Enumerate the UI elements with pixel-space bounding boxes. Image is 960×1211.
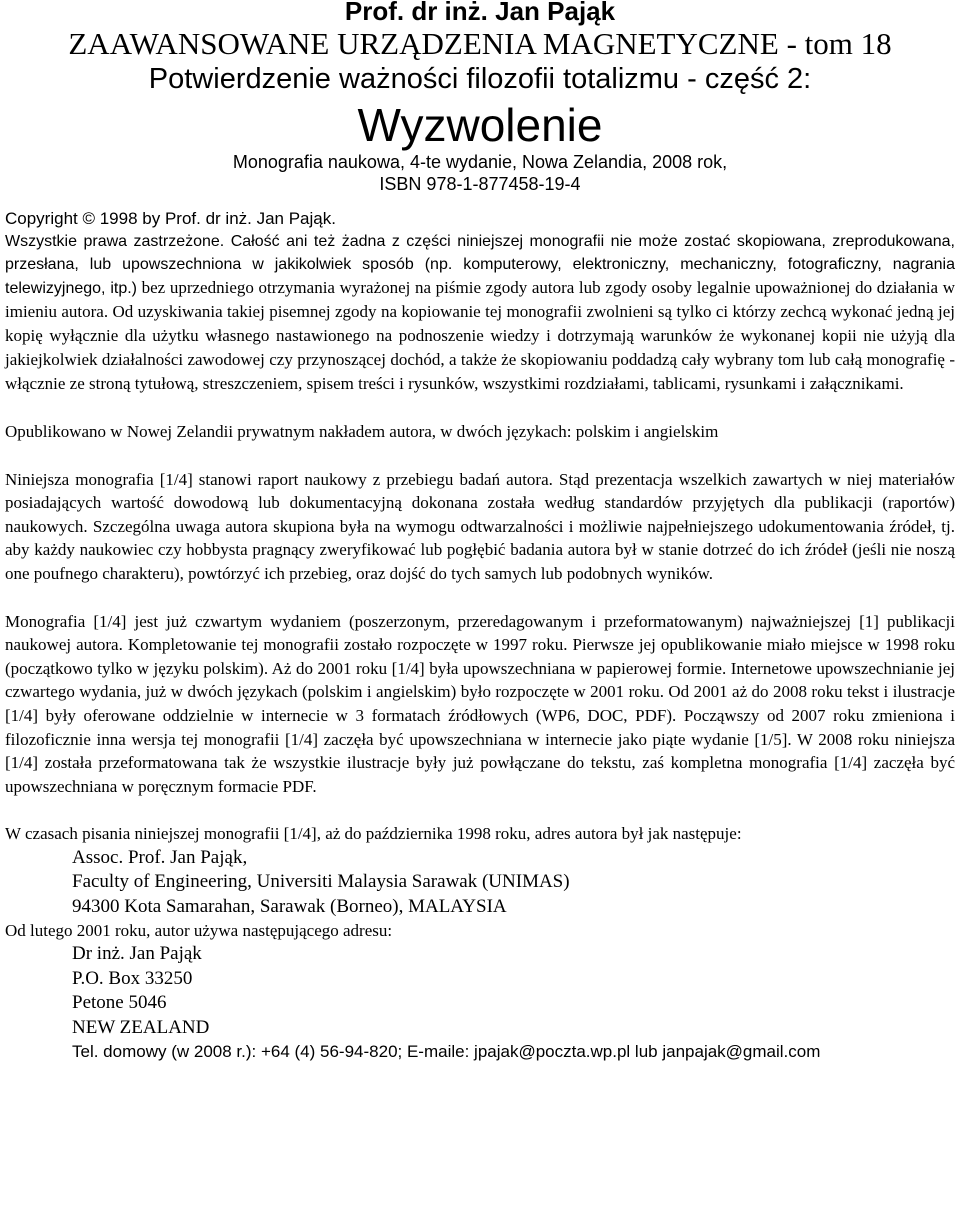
new-address-intro: Od lutego 2001 roku, autor używa następującego adresu: (5, 921, 393, 941)
rights-paragraph (5, 230, 955, 396)
isbn: ISBN 978-1-877458-19-4 (379, 174, 581, 194)
main-title: Wyzwolenie (357, 99, 603, 151)
published-paragraph: Opublikowano w Nowej Zelandii prywatnym nakładem autora, w dwóch językach: polskim i angielskim (5, 422, 719, 441)
old-address-line: Assoc. Prof. Jan Pająk, (72, 846, 248, 868)
author-line: Prof. dr inż. Jan Pająk (344, 0, 616, 26)
new-address-line: NEW ZEALAND (72, 1016, 210, 1038)
new-address-line: Dr inż. Jan Pająk (72, 943, 202, 965)
rights-text-serif: bez uprzedniego otrzymania wyrażonej na piśmie zgody autora lub zgody osoby legalnie upoważnionej do działania w imieniu autora. Od uzyskiwania takiej pisemnej zgody na kopiowanie tej monografii zwolnieni są tylko ci którzy zechcą wykonać jedną jej kopię wyłącznie dla użytku własnego nastawionego na podnoszenie wiedzy i dotrzymają warunków że wykonanej kopii nie użyją dla jakiejkolwiek działalności zawodowej czy przynoszącej dochód, a także że skopiowaniu poddadzą cały wybrany tom lub całą monografię - włącznie ze stroną tytułową, streszczeniem, spisem treści i rysunków, wszystkimi rozdziałami, tablicami, rysunkami i załącznikami. (5, 278, 955, 393)
series-title: ZAAWANSOWANE URZĄDZENIA MAGNETYCZNE - tom 18 (68, 26, 892, 61)
new-address-line: Petone 5046 (72, 992, 167, 1014)
edition-paragraph: Monografia [1/4] jest już czwartym wydaniem (poszerzonym, przeredagowanym i przeformatowanym) najważniejszej [1] publikacji naukowej autora. Kompletowanie tej monografii zostało rozpoczęte w 1997 roku. Pierwsze jej opublikowanie miało miejsce w 1998 roku (początkowo tylko w języku polskim). Aż do 2001 roku [1/4] była upowszechniana w papierowej formie. Internetowe upowszechnianie jej czwartego wydania, już w dwóch językach (polskim i angielskim) było rozpoczęte w 2001 roku. Od 2001 aż do 2008 roku tekst i ilustracje [1/4] były oferowane oddzielnie w internecie w 3 formatach źródłowych (WP6, DOC, PDF). Począwszy od 2007 roku zmieniona i filozoficznie inna wersja tej monografii [1/4] zaczęła być upowszechniana w internecie jako piąte wydanie [1/5]. W 2008 roku niniejsza [1/4] została przeformatowana tak że wszystkie ilustracje były już powłączane do tekstu, zaś kompletna monografia [1/4] zaczęła być upowszechniana w poręcznym formacie PDF. (5, 611, 955, 796)
old-address-line: 94300 Kota Samarahan, Sarawak (Borneo), MALAYSIA (72, 895, 507, 917)
title-block (5, 0, 955, 195)
contact-line: Tel. domowy (w 2008 r.): +64 (4) 56-94-820; E-maile: jpajak@poczta.wp.pl lub janpajak@gmail.com (72, 1042, 821, 1062)
rights-text-sans: Wszystkie prawa zastrzeżone. Całość ani też żadna z części niniejszej monografii nie może zostać skopiowana, zreprodukowana, przesłana, lub upowszechniona w jakikolwiek sposób (np. komputerowy, elektroniczny, mechaniczny, fotograficzny, nagrania telewizyjnego, itp.) (5, 233, 955, 297)
address-intro: W czasach pisania niniejszej monografii [1/4], aż do października 1998 roku, adres autora był jak następuje: (5, 824, 742, 844)
new-address-line: P.O. Box 33250 (72, 967, 193, 989)
publication-info: Monografia naukowa, 4-te wydanie, Nowa Zelandia, 2008 rok, (232, 152, 728, 172)
report-paragraph: Niniejsza monografia [1/4] stanowi raport naukowy z przebiegu badań autora. Stąd prezentacja wszelkich zawartych w niej materiałów posiadających wartość dowodową lub dokumentacyjną dokonana została według standardów przyjętych dla publikacji (raportów) naukowych. Szczególna uwaga autora skupiona była na wymogu odtwarzalności i możliwie najpełniejszego udokumentowania źródeł, tj. aby każdy naukowiec czy hobbysta pragnący zweryfikować lub pogłębić badania autora był w stanie dotrzeć do ich źródeł (jeśli nie noszą one poufnego charakteru), powtórzyć ich przebieg, oraz dojść do tych samych lub podobnych wyników. (5, 469, 955, 583)
copyright-line: Copyright © 1998 by Prof. dr inż. Jan Pająk. (5, 209, 336, 228)
old-address (5, 846, 955, 920)
new-address (5, 942, 955, 1040)
old-address-line: Faculty of Engineering, Universiti Malaysia Sarawak (UNIMAS) (72, 871, 570, 893)
subtitle: Potwierdzenie ważności filozofii totalizmu - część 2: (148, 63, 812, 95)
